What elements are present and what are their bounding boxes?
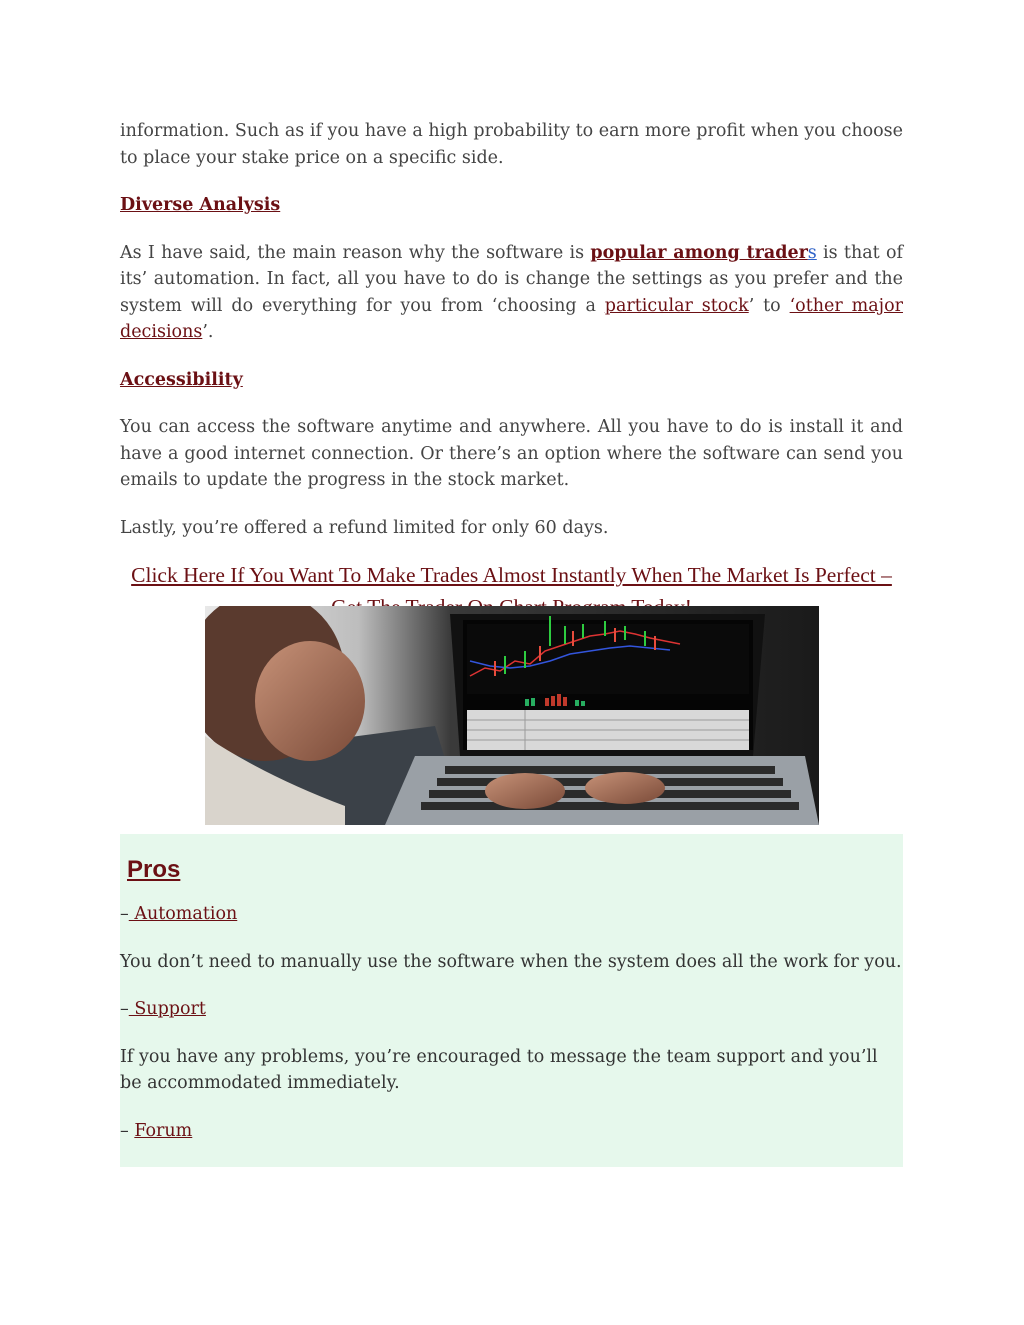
accessibility-heading: Accessibility — [120, 369, 243, 390]
pros-item-forum — [120, 1118, 903, 1145]
dash-text: – — [120, 999, 129, 1019]
diverse-analysis-paragraph — [120, 240, 903, 346]
text-span: ’ to — [748, 295, 790, 316]
cta-link[interactable]: Click Here If You Want To Make Trades Almost Instantly When The Market Is Perfect – — [131, 563, 892, 587]
traders-suffix-link[interactable]: s — [807, 242, 817, 263]
pros-heading: Pros — [127, 856, 181, 883]
pros-item-support — [120, 996, 903, 1023]
photo-illustration — [205, 606, 819, 825]
text-span: As I have said, the main reason why the software is — [120, 242, 591, 263]
automation-description: You don’t need to manually use the software when the system does all the work for you. — [120, 951, 902, 972]
dash-text: – — [120, 904, 129, 924]
pros-item-automation — [120, 901, 903, 928]
diverse-analysis-heading: Diverse Analysis — [120, 195, 281, 215]
dash-text: – — [120, 1120, 129, 1141]
support-description: If you have any problems, you’re encouraged to message the team support and you’ll be accommodated immediately. — [120, 1046, 878, 1093]
other-major-decisions-link[interactable]: ‘other major decisions — [120, 295, 903, 342]
text-span: is that of its’ automation. In fact, all you have to do is change the settings as you prefer and the system will do everything for you from ‘choosing a — [120, 242, 903, 316]
text-span: ’. — [202, 322, 214, 342]
laptop-trading-photo — [205, 606, 819, 825]
support-link[interactable]: Support — [128, 999, 206, 1019]
intro-paragraph: information. Such as if you have a high probability to earn more profit when you choose to place your stake price on a specific side. — [120, 121, 903, 168]
forum-link[interactable]: Forum — [134, 1120, 193, 1141]
particular-stock-link[interactable]: particular stock — [604, 295, 749, 316]
pros-list — [120, 901, 903, 1144]
article-body — [120, 118, 903, 623]
accessibility-paragraph: You can access the software anytime and anywhere. All you have to do is install it and have a good internet connection. Or there’s an option where the software can send you emails to update the progress in the stock market. — [120, 417, 903, 490]
automation-link[interactable]: Automation — [128, 904, 238, 924]
refund-paragraph: Lastly, you’re offered a refund limited for only 60 days. — [120, 517, 609, 538]
pros-section — [120, 834, 903, 1167]
popular-among-traders-link[interactable]: popular among trader — [590, 242, 808, 263]
